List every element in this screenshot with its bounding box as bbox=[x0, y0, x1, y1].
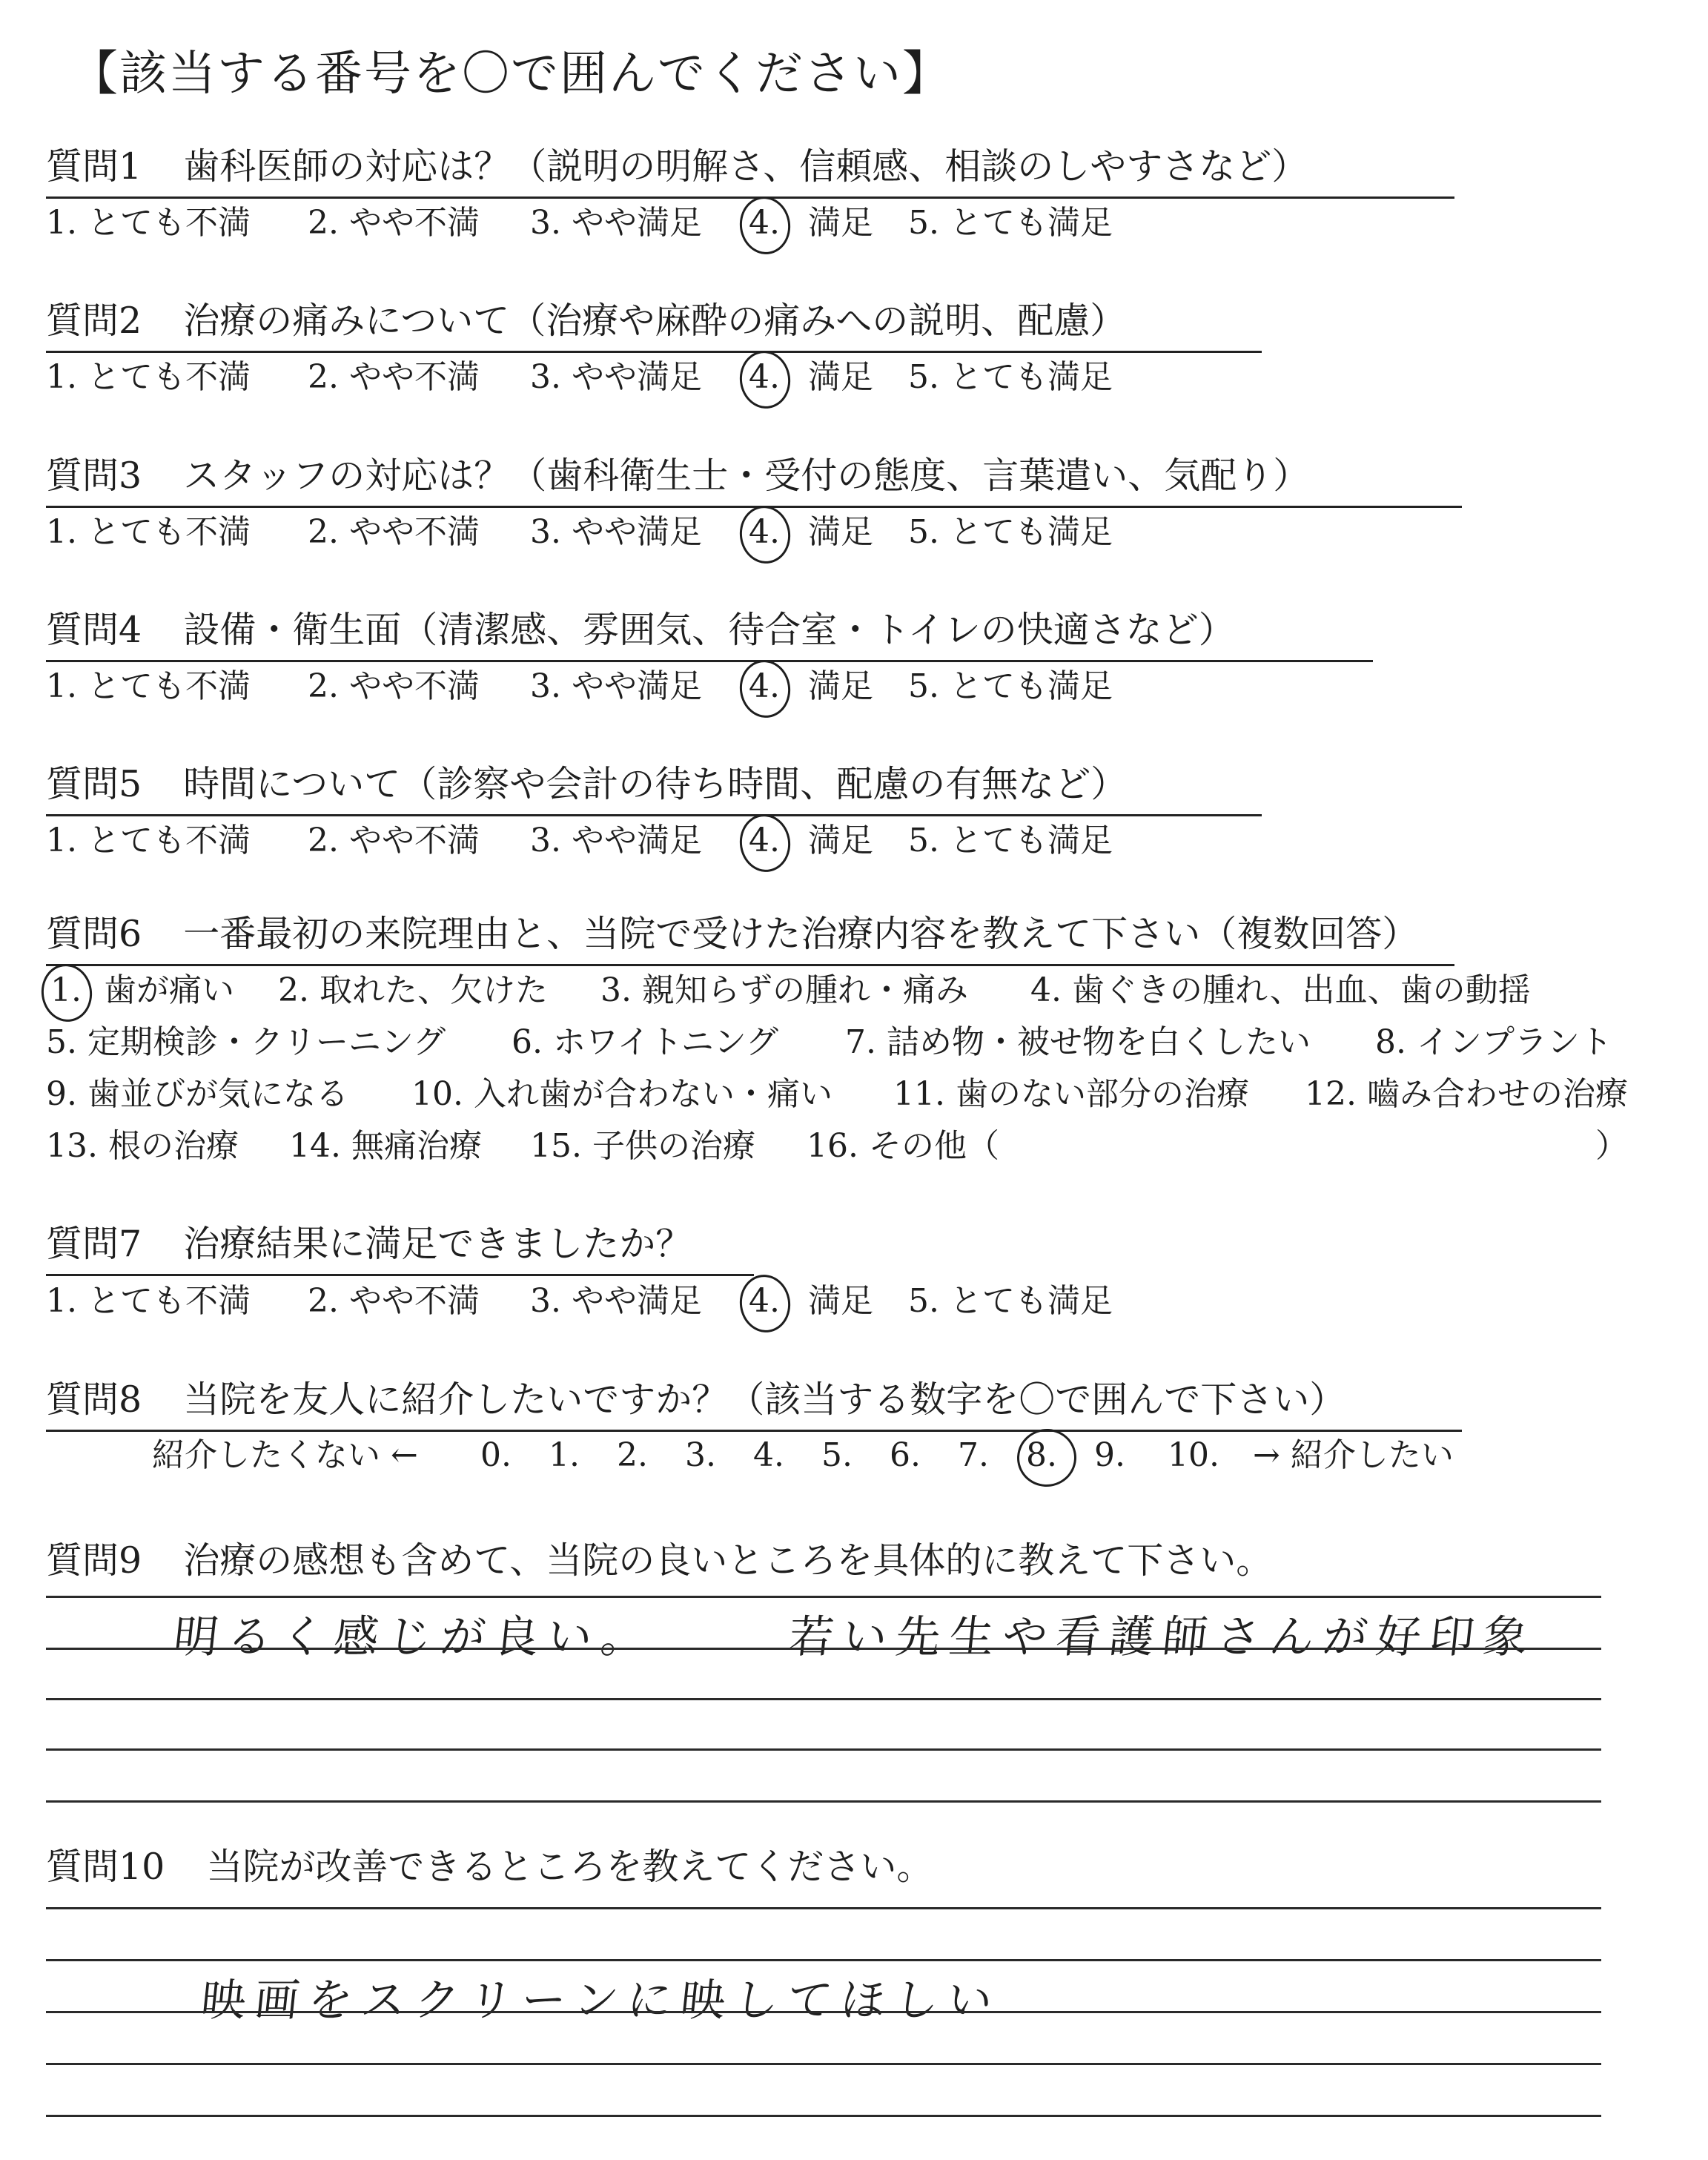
scale-value-6[interactable]: 6. bbox=[890, 1436, 921, 1474]
q2-option-4-number[interactable]: 4. bbox=[749, 357, 780, 398]
scale-value-10[interactable]: 10. bbox=[1168, 1436, 1219, 1474]
q6-option-1-label[interactable]: 歯が痛い bbox=[104, 971, 234, 1009]
question-text: 一番最初の来院理由と、当院で受けた治療内容を教えて下さい（複数回答） bbox=[183, 913, 1419, 955]
q4-option-2[interactable]: 2. やや不満 bbox=[308, 667, 480, 705]
q1-option-3[interactable]: 3. やや満足 bbox=[530, 204, 702, 242]
scale-value-3[interactable]: 3. bbox=[685, 1436, 716, 1474]
q6-option-11[interactable]: 11. 歯のない部分の治療 bbox=[893, 1075, 1249, 1113]
q4-option-5[interactable]: 5. とても満足 bbox=[908, 667, 1113, 705]
scale-right-label: → 紹介したい bbox=[1253, 1436, 1454, 1474]
question-number: 質問8 bbox=[46, 1378, 142, 1421]
question-number: 質問9 bbox=[46, 1539, 142, 1582]
q7-option-1[interactable]: 1. とても不満 bbox=[46, 1282, 251, 1320]
scale-value-4[interactable]: 4. bbox=[753, 1436, 784, 1474]
q2-option-1[interactable]: 1. とても不満 bbox=[46, 358, 251, 396]
q5-option-4-label[interactable]: 満足 bbox=[808, 822, 873, 859]
question-text: 設備・衛生面（清潔感、雰囲気、待合室・トイレの快適さなど） bbox=[183, 609, 1235, 651]
q2-option-4-label[interactable]: 満足 bbox=[808, 358, 873, 396]
q4-option-3[interactable]: 3. やや満足 bbox=[530, 667, 702, 705]
question-number: 質問10 bbox=[46, 1846, 165, 1888]
q10-answer[interactable]: 映画をスクリーンに映してほしい bbox=[198, 1975, 1004, 2027]
question-8-title bbox=[46, 1378, 1462, 1432]
question-2-title bbox=[46, 299, 1262, 353]
answer-line bbox=[46, 1959, 1601, 1961]
question-text: スタッフの対応は？（歯科衛生士・受付の態度、言葉遣い、気配り） bbox=[183, 455, 1310, 497]
q6-option-5[interactable]: 5. 定期検診・クリーニング bbox=[46, 1023, 446, 1061]
question-4-title bbox=[46, 608, 1373, 662]
q1-option-2[interactable]: 2. やや不満 bbox=[308, 204, 480, 242]
question-number: 質問2 bbox=[46, 300, 142, 342]
q2-option-3[interactable]: 3. やや満足 bbox=[530, 358, 702, 396]
q1-option-4-label[interactable]: 満足 bbox=[808, 204, 873, 242]
question-number: 質問7 bbox=[46, 1223, 142, 1265]
q5-option-3[interactable]: 3. やや満足 bbox=[530, 822, 702, 859]
answer-line bbox=[46, 1648, 1601, 1650]
q6-option-7[interactable]: 7. 詰め物・被せ物を白くしたい bbox=[845, 1023, 1311, 1061]
q3-option-5[interactable]: 5. とても満足 bbox=[908, 513, 1113, 551]
question-number: 質問1 bbox=[46, 145, 142, 188]
question-text: 歯科医師の対応は？（説明の明解さ、信頼感、相談のしやすさなど） bbox=[183, 145, 1308, 188]
q7-option-4-number[interactable]: 4. bbox=[749, 1281, 780, 1322]
question-text: 治療の感想も含めて、当院の良いところを具体的に教えて下さい。 bbox=[183, 1539, 1273, 1582]
q5-option-4-number[interactable]: 4. bbox=[749, 820, 780, 862]
q7-option-4-label[interactable]: 満足 bbox=[808, 1282, 873, 1320]
q6-option-8[interactable]: 8. インプラント bbox=[1375, 1023, 1612, 1061]
q3-option-4-label[interactable]: 満足 bbox=[808, 513, 873, 551]
q7-option-2[interactable]: 2. やや不満 bbox=[308, 1282, 480, 1320]
answer-line bbox=[46, 1907, 1601, 1909]
question-6-title bbox=[46, 912, 1454, 966]
scale-value-5[interactable]: 5. bbox=[821, 1436, 853, 1474]
question-number: 質問6 bbox=[46, 913, 142, 955]
q3-option-2[interactable]: 2. やや不満 bbox=[308, 513, 480, 551]
form-header: 【該当する番号を〇で囲んでください】 bbox=[70, 47, 951, 102]
q6-option-16-close: ） bbox=[1595, 1127, 1628, 1165]
q2-option-5[interactable]: 5. とても満足 bbox=[908, 358, 1113, 396]
question-1-title bbox=[46, 145, 1454, 199]
answer-line bbox=[46, 1698, 1601, 1700]
scale-left-label: 紹介したくない ← bbox=[152, 1436, 418, 1474]
q6-option-13[interactable]: 13. 根の治療 bbox=[46, 1127, 239, 1165]
answer-line bbox=[46, 1748, 1601, 1751]
q3-option-1[interactable]: 1. とても不満 bbox=[46, 513, 251, 551]
question-text: 時間について（診察や会計の待ち時間、配慮の有無など） bbox=[183, 763, 1128, 805]
q1-option-5[interactable]: 5. とても満足 bbox=[908, 204, 1113, 242]
scale-value-7[interactable]: 7. bbox=[958, 1436, 989, 1474]
q2-option-2[interactable]: 2. やや不満 bbox=[308, 358, 480, 396]
question-number: 質問3 bbox=[46, 455, 142, 497]
answer-line bbox=[46, 1596, 1601, 1598]
scale-value-9[interactable]: 9. bbox=[1094, 1436, 1125, 1474]
scale-value-8[interactable]: 8. bbox=[1026, 1435, 1057, 1476]
q6-option-9[interactable]: 9. 歯並びが気になる bbox=[46, 1075, 348, 1113]
question-3-title bbox=[46, 454, 1462, 508]
question-7-title bbox=[46, 1222, 754, 1276]
question-text: 当院を友人に紹介したいですか？（該当する数字を〇で囲んで下さい） bbox=[183, 1378, 1346, 1421]
question-number: 質問5 bbox=[46, 763, 142, 805]
q6-option-3[interactable]: 3. 親知らずの腫れ・痛み bbox=[600, 971, 968, 1009]
scale-value-1[interactable]: 1. bbox=[549, 1436, 580, 1474]
q6-option-6[interactable]: 6. ホワイトニング bbox=[512, 1023, 779, 1061]
question-10-title bbox=[46, 1845, 933, 1897]
q1-option-1[interactable]: 1. とても不満 bbox=[46, 204, 251, 242]
q3-option-3[interactable]: 3. やや満足 bbox=[530, 513, 702, 551]
q1-option-4-number[interactable]: 4. bbox=[749, 202, 780, 244]
q7-option-3[interactable]: 3. やや満足 bbox=[530, 1282, 702, 1320]
question-9-title bbox=[46, 1539, 1272, 1591]
q4-option-4-number[interactable]: 4. bbox=[749, 666, 780, 707]
q3-option-4-number[interactable]: 4. bbox=[749, 512, 780, 553]
q6-option-1-number[interactable]: 1. bbox=[50, 970, 82, 1011]
q6-option-12[interactable]: 12. 嚙み合わせの治療 bbox=[1305, 1075, 1628, 1113]
question-number: 質問4 bbox=[46, 609, 142, 651]
answer-line bbox=[46, 2011, 1601, 2013]
q6-option-2[interactable]: 2. 取れた、欠けた bbox=[278, 971, 548, 1009]
scale-value-2[interactable]: 2. bbox=[617, 1436, 648, 1474]
answer-line bbox=[46, 2115, 1601, 2117]
q5-option-5[interactable]: 5. とても満足 bbox=[908, 822, 1113, 859]
scale-value-0[interactable]: 0. bbox=[480, 1436, 512, 1474]
q4-option-1[interactable]: 1. とても不満 bbox=[46, 667, 251, 705]
q9-answer-part-2[interactable]: 若い先生や看護師さんが好印象 bbox=[786, 1611, 1540, 1663]
q9-answer-part-1[interactable]: 明るく感じが良い。 bbox=[171, 1611, 658, 1663]
question-text: 治療の痛みについて（治療や麻酔の痛みへの説明、配慮） bbox=[183, 300, 1127, 342]
q6-option-4[interactable]: 4. 歯ぐきの腫れ、出血、歯の動揺 bbox=[1030, 971, 1531, 1009]
answer-line bbox=[46, 1800, 1601, 1803]
q6-option-10[interactable]: 10. 入れ歯が合わない・痛い bbox=[411, 1075, 833, 1113]
q7-option-5[interactable]: 5. とても満足 bbox=[908, 1282, 1113, 1320]
q6-option-15[interactable]: 15. 子供の治療 bbox=[530, 1127, 755, 1165]
q5-option-1[interactable]: 1. とても不満 bbox=[46, 822, 251, 859]
question-5-title bbox=[46, 762, 1262, 816]
question-text: 当院が改善できるところを教えてください。 bbox=[206, 1846, 933, 1888]
q5-option-2[interactable]: 2. やや不満 bbox=[308, 822, 480, 859]
q6-option-16[interactable]: 16. その他（ bbox=[807, 1127, 999, 1165]
question-text: 治療結果に満足できましたか？ bbox=[183, 1223, 692, 1265]
answer-line bbox=[46, 2063, 1601, 2065]
q6-option-14[interactable]: 14. 無痛治療 bbox=[289, 1127, 482, 1165]
q4-option-4-label[interactable]: 満足 bbox=[808, 667, 873, 705]
